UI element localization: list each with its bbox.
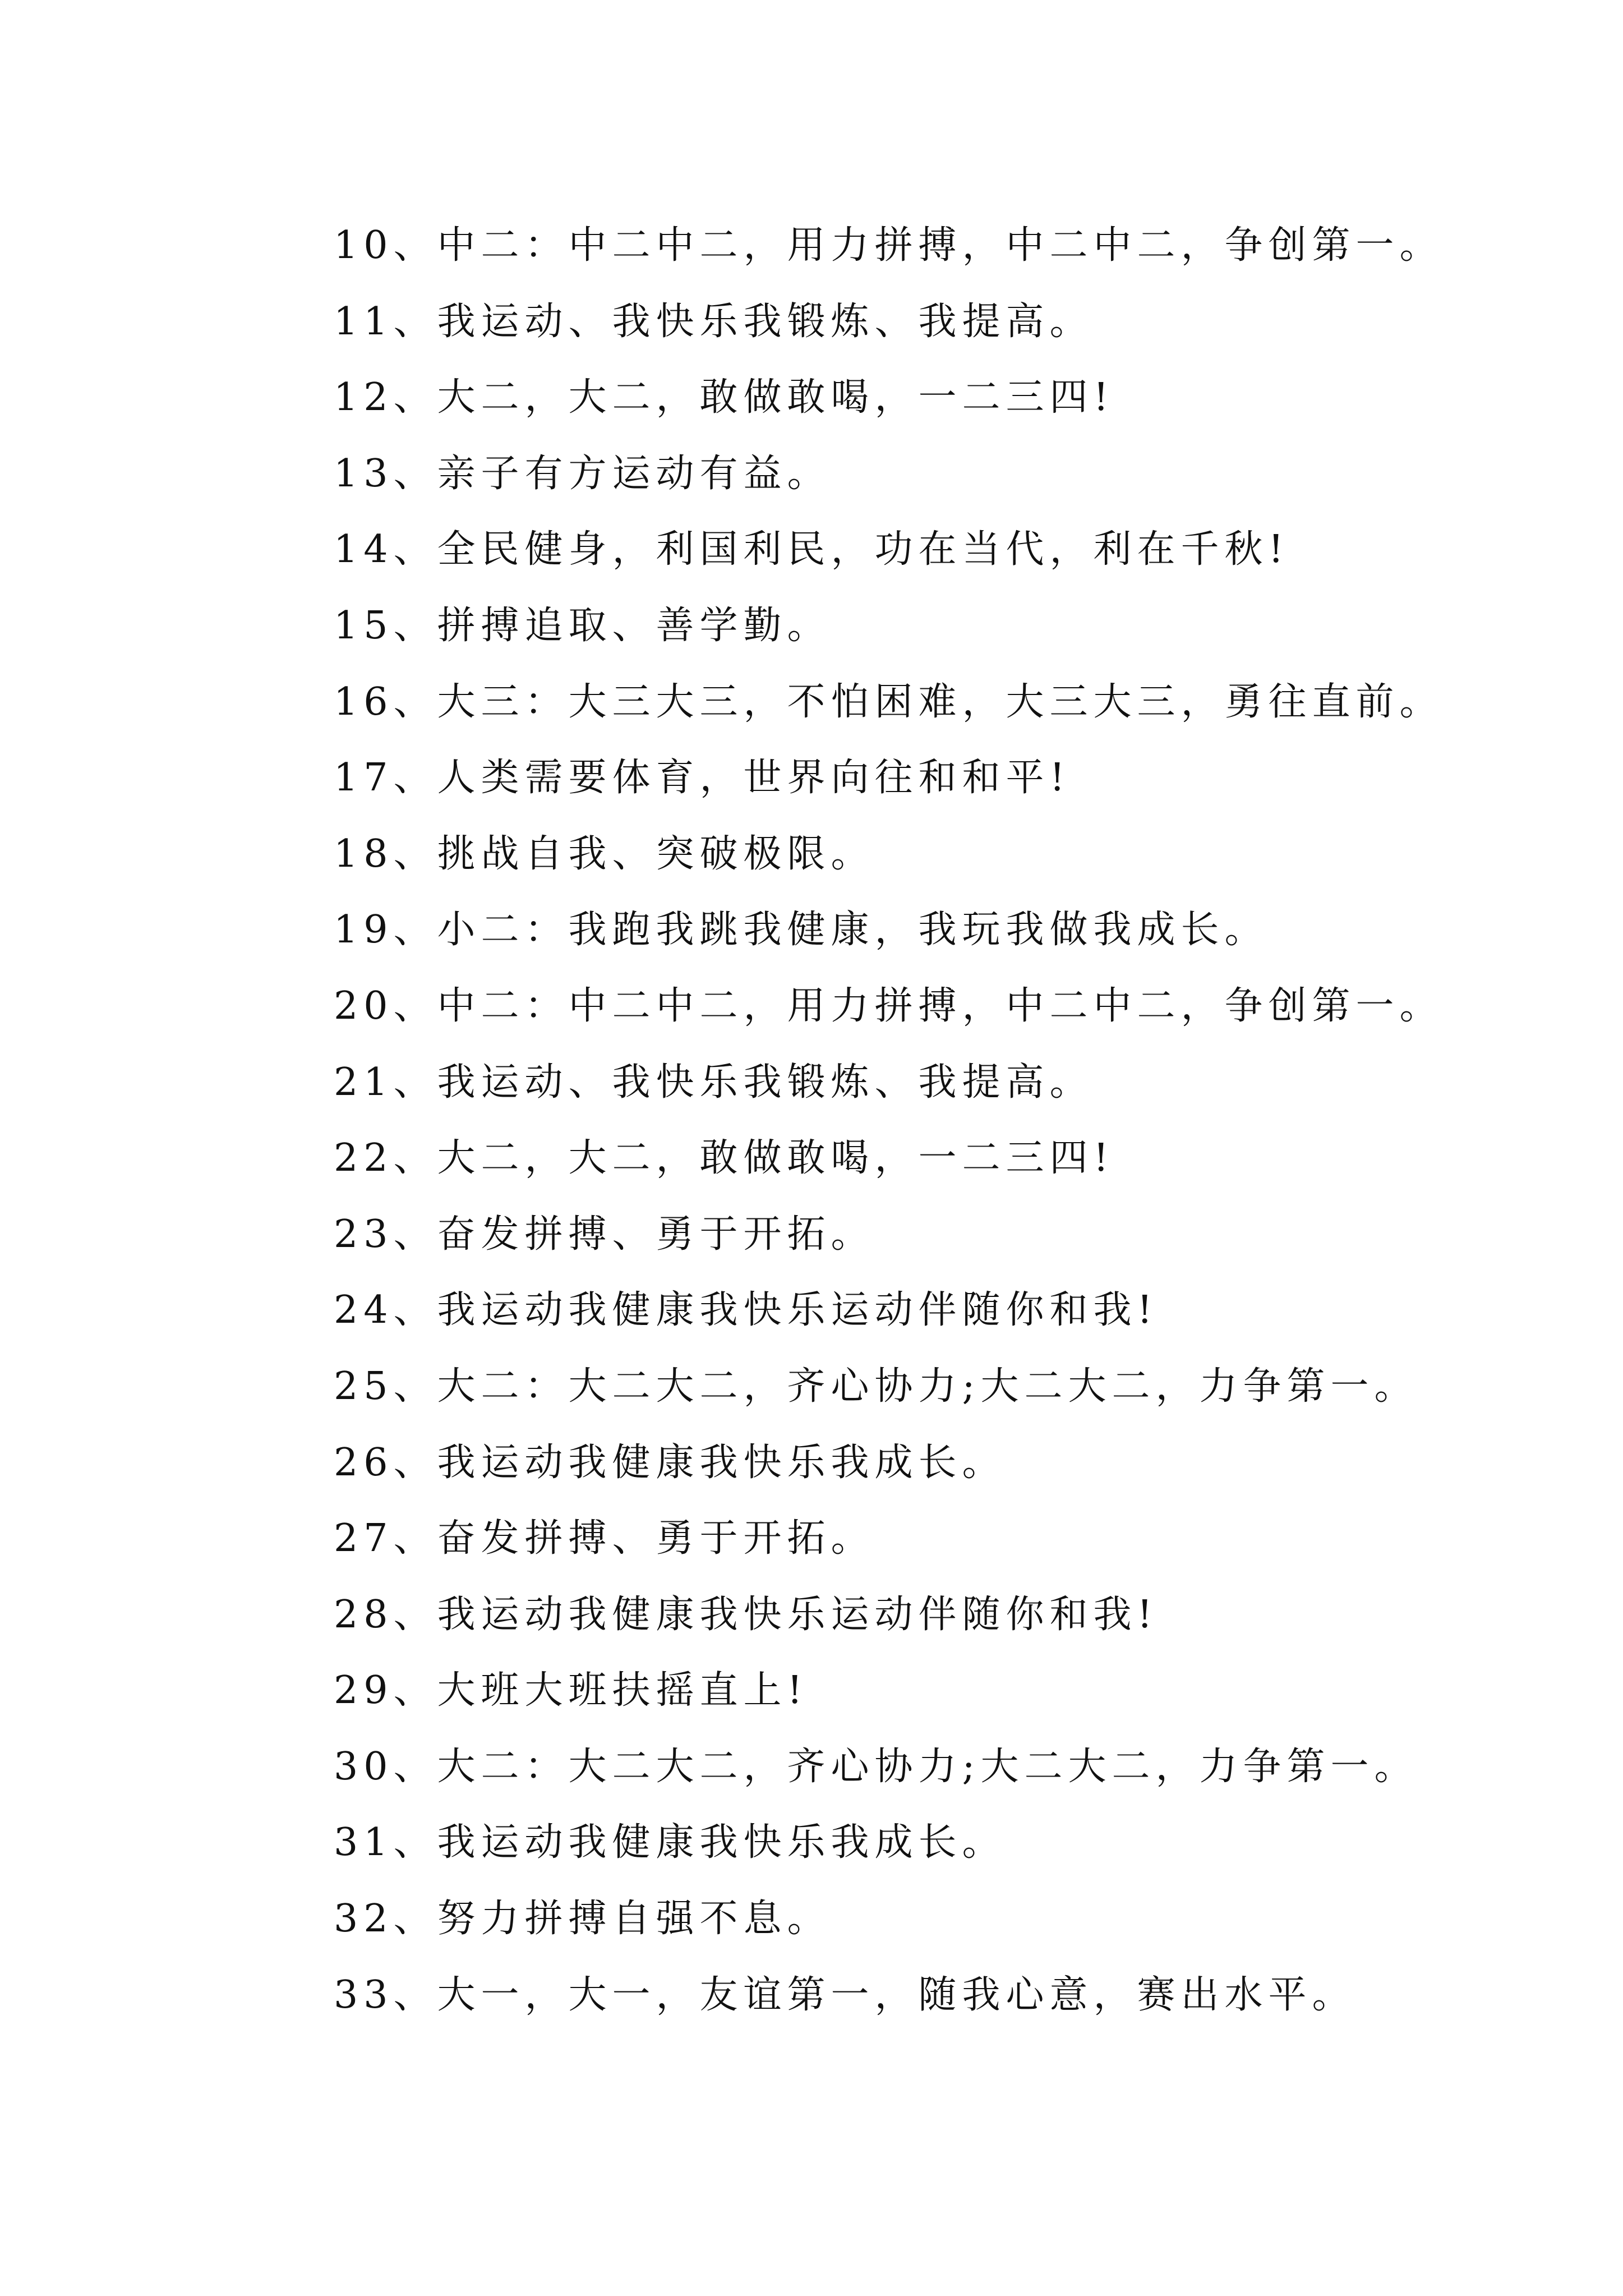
- slogan-line: 32、努力拼搏自强不息。: [334, 1897, 831, 1941]
- slogan-line: 25、大二：大二大二，齐心协力;大二大二，力争第一。: [334, 1364, 1418, 1409]
- slogan-line: 14、全民健身，利国利民，功在当代，利在千秋!: [334, 527, 1289, 572]
- slogan-line: 19、小二：我跑我跳我健康，我玩我做我成长。: [334, 908, 1269, 953]
- slogan-line: 28、我运动我健康我快乐运动伴随你和我!: [334, 1592, 1158, 1637]
- slogan-line: 15、拼搏追取、善学勤。: [334, 603, 831, 648]
- slogan-line: 23、奋发拼搏、勇于开拓。: [334, 1212, 875, 1257]
- slogan-line: 11、我运动、我快乐我锻炼、我提高。: [334, 299, 1094, 344]
- slogan-line: 10、中二：中二中二，用力拼搏，中二中二，争创第一。: [334, 223, 1444, 268]
- slogan-line: 13、亲子有方运动有益。: [334, 451, 831, 496]
- slogan-line: 27、奋发拼搏、勇于开拓。: [334, 1516, 875, 1561]
- slogan-line: 29、大班大班扶摇直上!: [334, 1668, 808, 1713]
- slogan-line: 31、我运动我健康我快乐我成长。: [334, 1820, 1006, 1865]
- slogan-line: 16、大三：大三大三，不怕困难，大三大三，勇往直前。: [334, 679, 1444, 724]
- slogan-line: 12、大二，大二，敢做敢喝，一二三四!: [334, 375, 1114, 420]
- slogan-list: [334, 208, 1596, 2033]
- slogan-line: 24、我运动我健康我快乐运动伴随你和我!: [334, 1288, 1158, 1333]
- slogan-line: 17、人类需要体育，世界向往和和平!: [334, 756, 1071, 800]
- slogan-line: 21、我运动、我快乐我锻炼、我提高。: [334, 1060, 1094, 1105]
- slogan-line: 20、中二：中二中二，用力拼搏，中二中二，争创第一。: [334, 983, 1444, 1028]
- slogan-line: 22、大二，大二，敢做敢喝，一二三四!: [334, 1136, 1114, 1181]
- slogan-line: 33、大一，大一，友谊第一，随我心意，赛出水平。: [334, 1972, 1356, 2017]
- slogan-line: 30、大二：大二大二，齐心协力;大二大二，力争第一。: [334, 1744, 1418, 1789]
- slogan-line: 18、挑战自我、突破极限。: [334, 831, 875, 876]
- slogan-line: 26、我运动我健康我快乐我成长。: [334, 1440, 1006, 1485]
